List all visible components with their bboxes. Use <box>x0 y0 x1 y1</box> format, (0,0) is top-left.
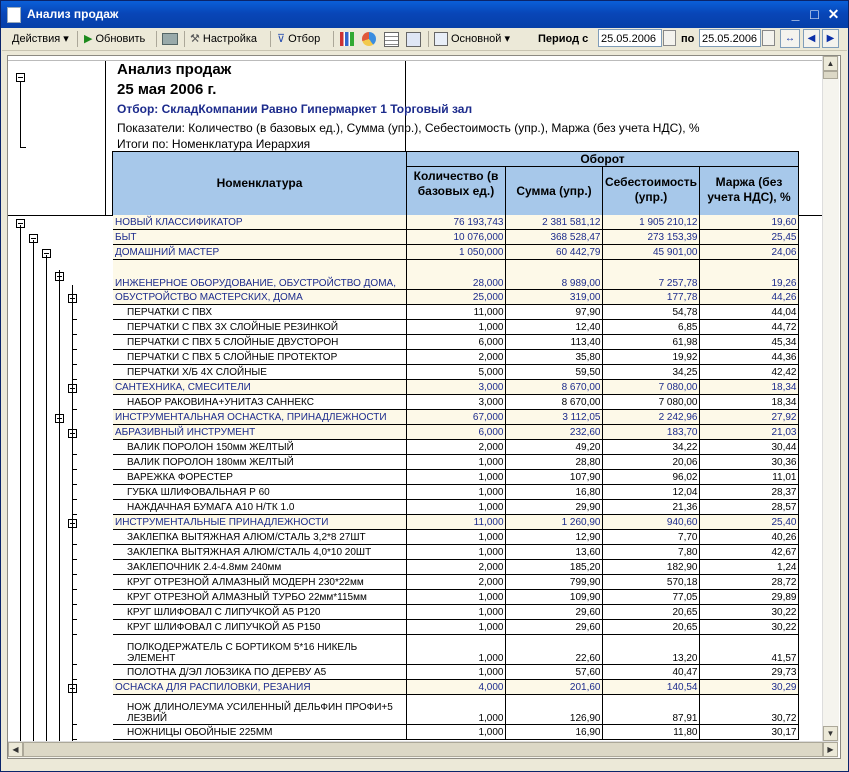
collapse-icon[interactable] <box>16 73 25 82</box>
header-cost: Себестоимость (упр.) <box>602 166 700 216</box>
row-sum: 201,60 <box>505 680 602 695</box>
table-row[interactable] <box>113 215 798 230</box>
row-margin: 30,22 <box>699 620 798 635</box>
report-title: Анализ продаж <box>117 61 232 78</box>
row-cost: 570,18 <box>602 575 699 590</box>
row-qty: 1,000 <box>406 320 505 335</box>
pie-chart-icon <box>362 32 376 46</box>
table-row[interactable] <box>113 620 798 635</box>
table-row[interactable] <box>113 695 798 725</box>
row-margin: 44,36 <box>699 350 798 365</box>
row-margin: 28,37 <box>699 485 798 500</box>
actions-label: Действия <box>12 33 61 45</box>
row-sum: 8 989,00 <box>505 260 602 290</box>
row-name: ГУБКА ШЛИФОВАЛЬНАЯ Р 60 <box>113 485 406 500</box>
row-cost: 11,80 <box>602 725 699 740</box>
refresh-button[interactable] <box>84 30 145 48</box>
arrow-right-icon[interactable]: ▶ <box>822 29 839 48</box>
play-icon: ▶ <box>84 33 93 46</box>
row-sum: 185,20 <box>505 560 602 575</box>
row-qty: 2,000 <box>406 560 505 575</box>
actions-menu[interactable] <box>12 30 69 48</box>
table-row[interactable] <box>113 455 798 470</box>
row-sum: 232,60 <box>505 425 602 440</box>
row-cost: 183,70 <box>602 425 699 440</box>
tree-line <box>20 82 21 147</box>
row-qty: 1,000 <box>406 605 505 620</box>
row-margin: 27,92 <box>699 410 798 425</box>
row-name: ЗАКЛЕПКА ВЫТЯЖНАЯ АЛЮМ/СТАЛЬ 4,0*10 20ШТ <box>113 545 406 560</box>
variant-select[interactable] <box>434 30 510 48</box>
row-sum: 28,80 <box>505 455 602 470</box>
report-filter: Отбор: СкладКомпании Равно Гипермаркет 1 Торговый зал <box>117 102 473 116</box>
row-qty: 3,000 <box>406 380 505 395</box>
row-name: САНТЕХНИКА, СМЕСИТЕЛИ <box>113 380 406 395</box>
row-sum: 799,90 <box>505 575 602 590</box>
row-qty: 1,000 <box>406 590 505 605</box>
layout-icon <box>406 32 421 47</box>
table-icon <box>384 32 399 47</box>
row-name: КРУГ ШЛИФОВАЛ С ЛИПУЧКОЙ А5 Р120 <box>113 605 406 620</box>
row-cost: 20,65 <box>602 605 699 620</box>
row-margin: 28,57 <box>699 500 798 515</box>
row-qty: 1,000 <box>406 695 505 725</box>
table-row[interactable] <box>113 320 798 335</box>
row-name: НОЖ ДЛИНОЛЕУМА УСИЛЕННЫЙ ДЕЛЬФИН ПРОФИ+5 ЛЕЗВИЙ <box>113 695 406 725</box>
grid-line <box>105 60 106 215</box>
row-margin: 44,04 <box>699 305 798 320</box>
row-margin: 24,06 <box>699 245 798 260</box>
row-margin: 25,40 <box>699 515 798 530</box>
row-cost: 182,90 <box>602 560 699 575</box>
print-button[interactable] <box>162 30 181 48</box>
row-name: НОВЫЙ КЛАССИФИКАТОР <box>113 215 406 230</box>
row-name: ОСНАСКА ДЛЯ РАСПИЛОВКИ, РЕЗАНИЯ <box>113 680 406 695</box>
row-margin: 44,26 <box>699 290 798 305</box>
table-row[interactable] <box>113 305 798 320</box>
row-margin: 30,36 <box>699 455 798 470</box>
scroll-thumb[interactable] <box>23 742 823 757</box>
row-margin: 21,03 <box>699 425 798 440</box>
tree-line <box>20 147 26 148</box>
row-margin: 29,89 <box>699 590 798 605</box>
filter-label: Отбор <box>288 33 321 45</box>
row-cost: 34,25 <box>602 365 699 380</box>
row-margin: 41,57 <box>699 635 798 665</box>
maximize-icon[interactable]: □ <box>810 6 819 22</box>
tree-line <box>20 225 21 756</box>
table-row[interactable] <box>113 725 798 740</box>
row-cost: 177,78 <box>602 290 699 305</box>
row-qty: 28,000 <box>406 260 505 290</box>
scroll-thumb[interactable] <box>823 71 838 79</box>
report-totals-by: Итоги по: Номенклатура Иерархия <box>117 137 311 151</box>
row-cost: 45 901,00 <box>602 245 699 260</box>
row-margin: 42,42 <box>699 365 798 380</box>
row-qty: 1 050,000 <box>406 245 505 260</box>
table-row[interactable] <box>113 290 798 305</box>
row-qty: 1,000 <box>406 530 505 545</box>
chevron-down-icon: ▾ <box>63 33 69 45</box>
toolbar-separator <box>184 31 185 47</box>
row-cost: 273 153,39 <box>602 230 699 245</box>
row-qty: 1,000 <box>406 500 505 515</box>
period-select-icon[interactable]: ↔ <box>780 29 800 48</box>
arrow-left-icon[interactable]: ◀ <box>803 29 820 48</box>
row-margin: 29,73 <box>699 665 798 680</box>
row-qty: 1,000 <box>406 470 505 485</box>
row-qty: 2,000 <box>406 440 505 455</box>
toolbar <box>2 28 847 51</box>
table-row[interactable] <box>113 665 798 680</box>
table-row[interactable] <box>113 335 798 350</box>
table-row[interactable] <box>113 365 798 380</box>
row-cost: 77,05 <box>602 590 699 605</box>
minimize-icon[interactable]: _ <box>791 6 800 22</box>
table-row[interactable] <box>113 350 798 365</box>
row-qty: 1,000 <box>406 455 505 470</box>
row-margin: 44,72 <box>699 320 798 335</box>
table-row[interactable] <box>113 380 798 395</box>
filter-icon: ⊽ <box>277 33 286 46</box>
row-sum: 109,90 <box>505 590 602 605</box>
row-name: ПЕРЧАТКИ С ПВХ 3Х СЛОЙНЫЕ РЕЗИНКОЙ <box>113 320 406 335</box>
row-margin: 25,45 <box>699 230 798 245</box>
row-margin: 19,60 <box>699 215 798 230</box>
scroll-right-icon[interactable]: ▶ <box>823 742 838 757</box>
row-sum: 49,20 <box>505 440 602 455</box>
row-qty: 10 076,000 <box>406 230 505 245</box>
row-name: ПЕРЧАТКИ Х/Б 4Х СЛОЙНЫЕ <box>113 365 406 380</box>
row-margin: 30,44 <box>699 440 798 455</box>
tree-line <box>59 270 60 756</box>
period-to-label: по <box>681 33 695 45</box>
table-row[interactable] <box>113 260 798 290</box>
row-margin: 42,67 <box>699 545 798 560</box>
header-turnover: Оборот <box>406 151 799 167</box>
row-cost: 12,04 <box>602 485 699 500</box>
layout-button[interactable] <box>406 30 424 48</box>
row-name: АБРАЗИВНЫЙ ИНСТРУМЕНТ <box>113 425 406 440</box>
row-cost: 7 080,00 <box>602 395 699 410</box>
row-cost: 7,70 <box>602 530 699 545</box>
tree-line <box>46 255 47 756</box>
row-qty: 2,000 <box>406 575 505 590</box>
row-name: ПЕРЧАТКИ С ПВХ 5 СЛОЙНЫЕ ДВУСТОРОН <box>113 335 406 350</box>
row-sum: 57,60 <box>505 665 602 680</box>
row-name: ИНСТРУМЕНТАЛЬНАЯ ОСНАСТКА, ПРИНАДЛЕЖНОСТИ <box>113 410 406 425</box>
toolbar-separator <box>428 31 429 47</box>
printer-icon <box>162 33 178 45</box>
table-row[interactable] <box>113 230 798 245</box>
row-cost: 20,06 <box>602 455 699 470</box>
row-sum: 368 528,47 <box>505 230 602 245</box>
header-margin: Маржа (без учета НДС), % <box>699 166 799 216</box>
row-sum: 113,40 <box>505 335 602 350</box>
settings-label: Настройка <box>202 33 258 45</box>
row-name: КРУГ ОТРЕЗНОЙ АЛМАЗНЫЙ ТУРБО 22мм*115мм <box>113 590 406 605</box>
scroll-up-icon[interactable]: ▲ <box>823 56 838 71</box>
table-row[interactable] <box>113 680 798 695</box>
row-cost: 7 080,00 <box>602 380 699 395</box>
row-sum: 29,60 <box>505 620 602 635</box>
variant-label: Основной <box>451 33 502 45</box>
table-row[interactable] <box>113 590 798 605</box>
row-name: НАБОР РАКОВИНА+УНИТАЗ САННЕКС <box>113 395 406 410</box>
horizontal-scrollbar[interactable] <box>8 741 838 758</box>
row-margin: 45,34 <box>699 335 798 350</box>
title-bar[interactable] <box>1 1 848 28</box>
row-sum: 59,50 <box>505 365 602 380</box>
variant-icon <box>434 32 448 46</box>
row-name: НАЖДАЧНАЯ БУМАГА А10 Н/ТК 1.0 <box>113 500 406 515</box>
row-cost: 61,98 <box>602 335 699 350</box>
row-sum: 60 442,79 <box>505 245 602 260</box>
row-margin: 30,29 <box>699 680 798 695</box>
row-cost: 13,20 <box>602 635 699 665</box>
tree-line <box>33 240 34 756</box>
toolbar-separator <box>333 31 334 47</box>
row-name: ВАЛИК ПОРОЛОН 150мм ЖЕЛТЫЙ <box>113 440 406 455</box>
row-name: КРУГ ШЛИФОВАЛ С ЛИПУЧКОЙ А5 Р150 <box>113 620 406 635</box>
toolbar-separator <box>77 31 78 47</box>
row-sum: 16,90 <box>505 725 602 740</box>
row-margin: 11,01 <box>699 470 798 485</box>
table-row[interactable] <box>113 545 798 560</box>
row-sum: 29,60 <box>505 605 602 620</box>
row-name: ЗАКЛЕПКА ВЫТЯЖНАЯ АЛЮМ/СТАЛЬ 3,2*8 27ШТ <box>113 530 406 545</box>
row-qty: 11,000 <box>406 305 505 320</box>
row-margin: 19,26 <box>699 260 798 290</box>
row-name: ВАЛИК ПОРОЛОН 180мм ЖЕЛТЫЙ <box>113 455 406 470</box>
close-icon[interactable]: ✕ <box>827 6 840 22</box>
row-cost: 7 257,78 <box>602 260 699 290</box>
calendar-icon[interactable] <box>663 30 676 46</box>
row-name: ПОЛОТНА Д/ЭЛ ЛОБЗИКА ПО ДЕРЕВУ А5 <box>113 665 406 680</box>
row-qty: 1,000 <box>406 635 505 665</box>
row-sum: 22,60 <box>505 635 602 665</box>
row-sum: 29,90 <box>505 500 602 515</box>
row-qty: 2,000 <box>406 350 505 365</box>
calendar-icon[interactable] <box>762 30 775 46</box>
period-from-field[interactable]: 25.05.2006 <box>598 29 662 47</box>
row-sum: 107,90 <box>505 470 602 485</box>
row-qty: 1,000 <box>406 485 505 500</box>
row-cost: 940,60 <box>602 515 699 530</box>
row-sum: 2 381 581,12 <box>505 215 602 230</box>
row-qty: 25,000 <box>406 290 505 305</box>
pie-button[interactable] <box>362 30 379 48</box>
row-name: ДОМАШНИЙ МАСТЕР <box>113 245 406 260</box>
row-name: НОЖНИЦЫ ОБОЙНЫЕ 225ММ <box>113 725 406 740</box>
table-row[interactable] <box>113 575 798 590</box>
row-sum: 1 260,90 <box>505 515 602 530</box>
row-margin: 18,34 <box>699 380 798 395</box>
row-margin: 1,24 <box>699 560 798 575</box>
row-qty: 1,000 <box>406 725 505 740</box>
table-row[interactable] <box>113 425 798 440</box>
row-cost: 87,91 <box>602 695 699 725</box>
settings-button[interactable] <box>190 30 257 48</box>
scroll-down-icon[interactable]: ▼ <box>823 726 838 741</box>
row-margin: 28,72 <box>699 575 798 590</box>
report-date: 25 мая 2006 г. <box>117 81 217 98</box>
row-name: ЗАКЛЕПОЧНИК 2.4-4.8мм 240мм <box>113 560 406 575</box>
row-sum: 35,80 <box>505 350 602 365</box>
row-cost: 34,22 <box>602 440 699 455</box>
table-row[interactable] <box>113 515 798 530</box>
chart-button[interactable] <box>340 30 357 48</box>
row-cost: 54,78 <box>602 305 699 320</box>
window-title: Анализ продаж <box>27 7 119 21</box>
table-row[interactable] <box>113 605 798 620</box>
row-margin: 30,17 <box>699 725 798 740</box>
bar-chart-icon <box>340 32 354 46</box>
row-qty: 1,000 <box>406 620 505 635</box>
row-name: ОБУСТРОЙСТВО МАСТЕРСКИХ, ДОМА <box>113 290 406 305</box>
row-qty: 1,000 <box>406 545 505 560</box>
row-cost: 96,02 <box>602 470 699 485</box>
row-sum: 12,90 <box>505 530 602 545</box>
row-qty: 6,000 <box>406 425 505 440</box>
row-margin: 30,72 <box>699 695 798 725</box>
toolbar-separator <box>270 31 271 47</box>
row-cost: 140,54 <box>602 680 699 695</box>
report-area[interactable] <box>7 55 841 759</box>
row-sum: 8 670,00 <box>505 380 602 395</box>
row-name: ИНСТРУМЕНТАЛЬНЫЕ ПРИНАДЛЕЖНОСТИ <box>113 515 406 530</box>
row-name: ИНЖЕНЕРНОЕ ОБОРУДОВАНИЕ, ОБУСТРОЙСТВО ДОМА, <box>113 260 406 290</box>
row-name: ПЕРЧАТКИ С ПВХ <box>113 305 406 320</box>
table-row[interactable] <box>113 560 798 575</box>
table-row[interactable] <box>113 530 798 545</box>
row-qty: 5,000 <box>406 365 505 380</box>
document-icon <box>7 7 21 23</box>
row-qty: 11,000 <box>406 515 505 530</box>
row-name: ПОЛКОДЕРЖАТЕЛЬ С БОРТИКОМ 5*16 НИКЕЛЬ ЭЛЕМЕНТ <box>113 635 406 665</box>
row-cost: 21,36 <box>602 500 699 515</box>
row-qty: 76 193,743 <box>406 215 505 230</box>
table-row[interactable] <box>113 500 798 515</box>
chevron-down-icon: ▾ <box>504 33 511 45</box>
row-qty: 4,000 <box>406 680 505 695</box>
report-indicators: Показатели: Количество (в базовых ед.), Сумма (упр.), Себестоимость (упр.), Маржа (без учета НДС), % <box>117 121 700 135</box>
table-row[interactable] <box>113 635 798 665</box>
row-qty: 67,000 <box>406 410 505 425</box>
row-cost: 1 905 210,12 <box>602 215 699 230</box>
row-margin: 18,34 <box>699 395 798 410</box>
header-qty: Количество (в базовых ед.) <box>406 166 506 216</box>
row-cost: 40,47 <box>602 665 699 680</box>
row-name: ПЕРЧАТКИ С ПВХ 5 СЛОЙНЫЕ ПРОТЕКТОР <box>113 350 406 365</box>
row-qty: 6,000 <box>406 335 505 350</box>
row-sum: 97,90 <box>505 305 602 320</box>
row-qty: 1,000 <box>406 665 505 680</box>
row-sum: 319,00 <box>505 290 602 305</box>
table-row[interactable] <box>113 485 798 500</box>
row-qty: 3,000 <box>406 395 505 410</box>
table-row[interactable] <box>113 440 798 455</box>
row-name: БЫТ <box>113 230 406 245</box>
row-cost: 7,80 <box>602 545 699 560</box>
vertical-scrollbar[interactable] <box>822 56 839 742</box>
refresh-label: Обновить <box>95 33 146 45</box>
table-button[interactable] <box>384 30 402 48</box>
row-cost: 19,92 <box>602 350 699 365</box>
row-cost: 6,85 <box>602 320 699 335</box>
row-sum: 12,40 <box>505 320 602 335</box>
table-row[interactable] <box>113 470 798 485</box>
table-row[interactable] <box>113 245 798 260</box>
report-table <box>113 215 799 740</box>
toolbar-separator <box>156 31 157 47</box>
row-sum: 13,60 <box>505 545 602 560</box>
row-name: КРУГ ОТРЕЗНОЙ АЛМАЗНЫЙ МОДЕРН 230*22мм <box>113 575 406 590</box>
scroll-left-icon[interactable]: ◀ <box>8 742 23 757</box>
row-margin: 30,22 <box>699 605 798 620</box>
row-name: ВАРЕЖКА ФОРЕСТЕР <box>113 470 406 485</box>
row-sum: 3 112,05 <box>505 410 602 425</box>
row-cost: 2 242,96 <box>602 410 699 425</box>
tree-line <box>72 285 73 756</box>
header-nomenclature: Номенклатура <box>112 151 407 216</box>
table-row[interactable] <box>113 410 798 425</box>
period-from-label: Период с <box>538 33 589 45</box>
table-row[interactable] <box>113 395 798 410</box>
row-sum: 126,90 <box>505 695 602 725</box>
period-to-field[interactable]: 25.05.2006 <box>699 29 761 47</box>
row-cost: 20,65 <box>602 620 699 635</box>
row-margin: 40,26 <box>699 530 798 545</box>
row-sum: 8 670,00 <box>505 395 602 410</box>
tools-icon: ⚒ <box>190 33 200 46</box>
header-sum: Сумма (упр.) <box>505 166 603 216</box>
filter-button[interactable] <box>277 30 320 48</box>
row-sum: 16,80 <box>505 485 602 500</box>
